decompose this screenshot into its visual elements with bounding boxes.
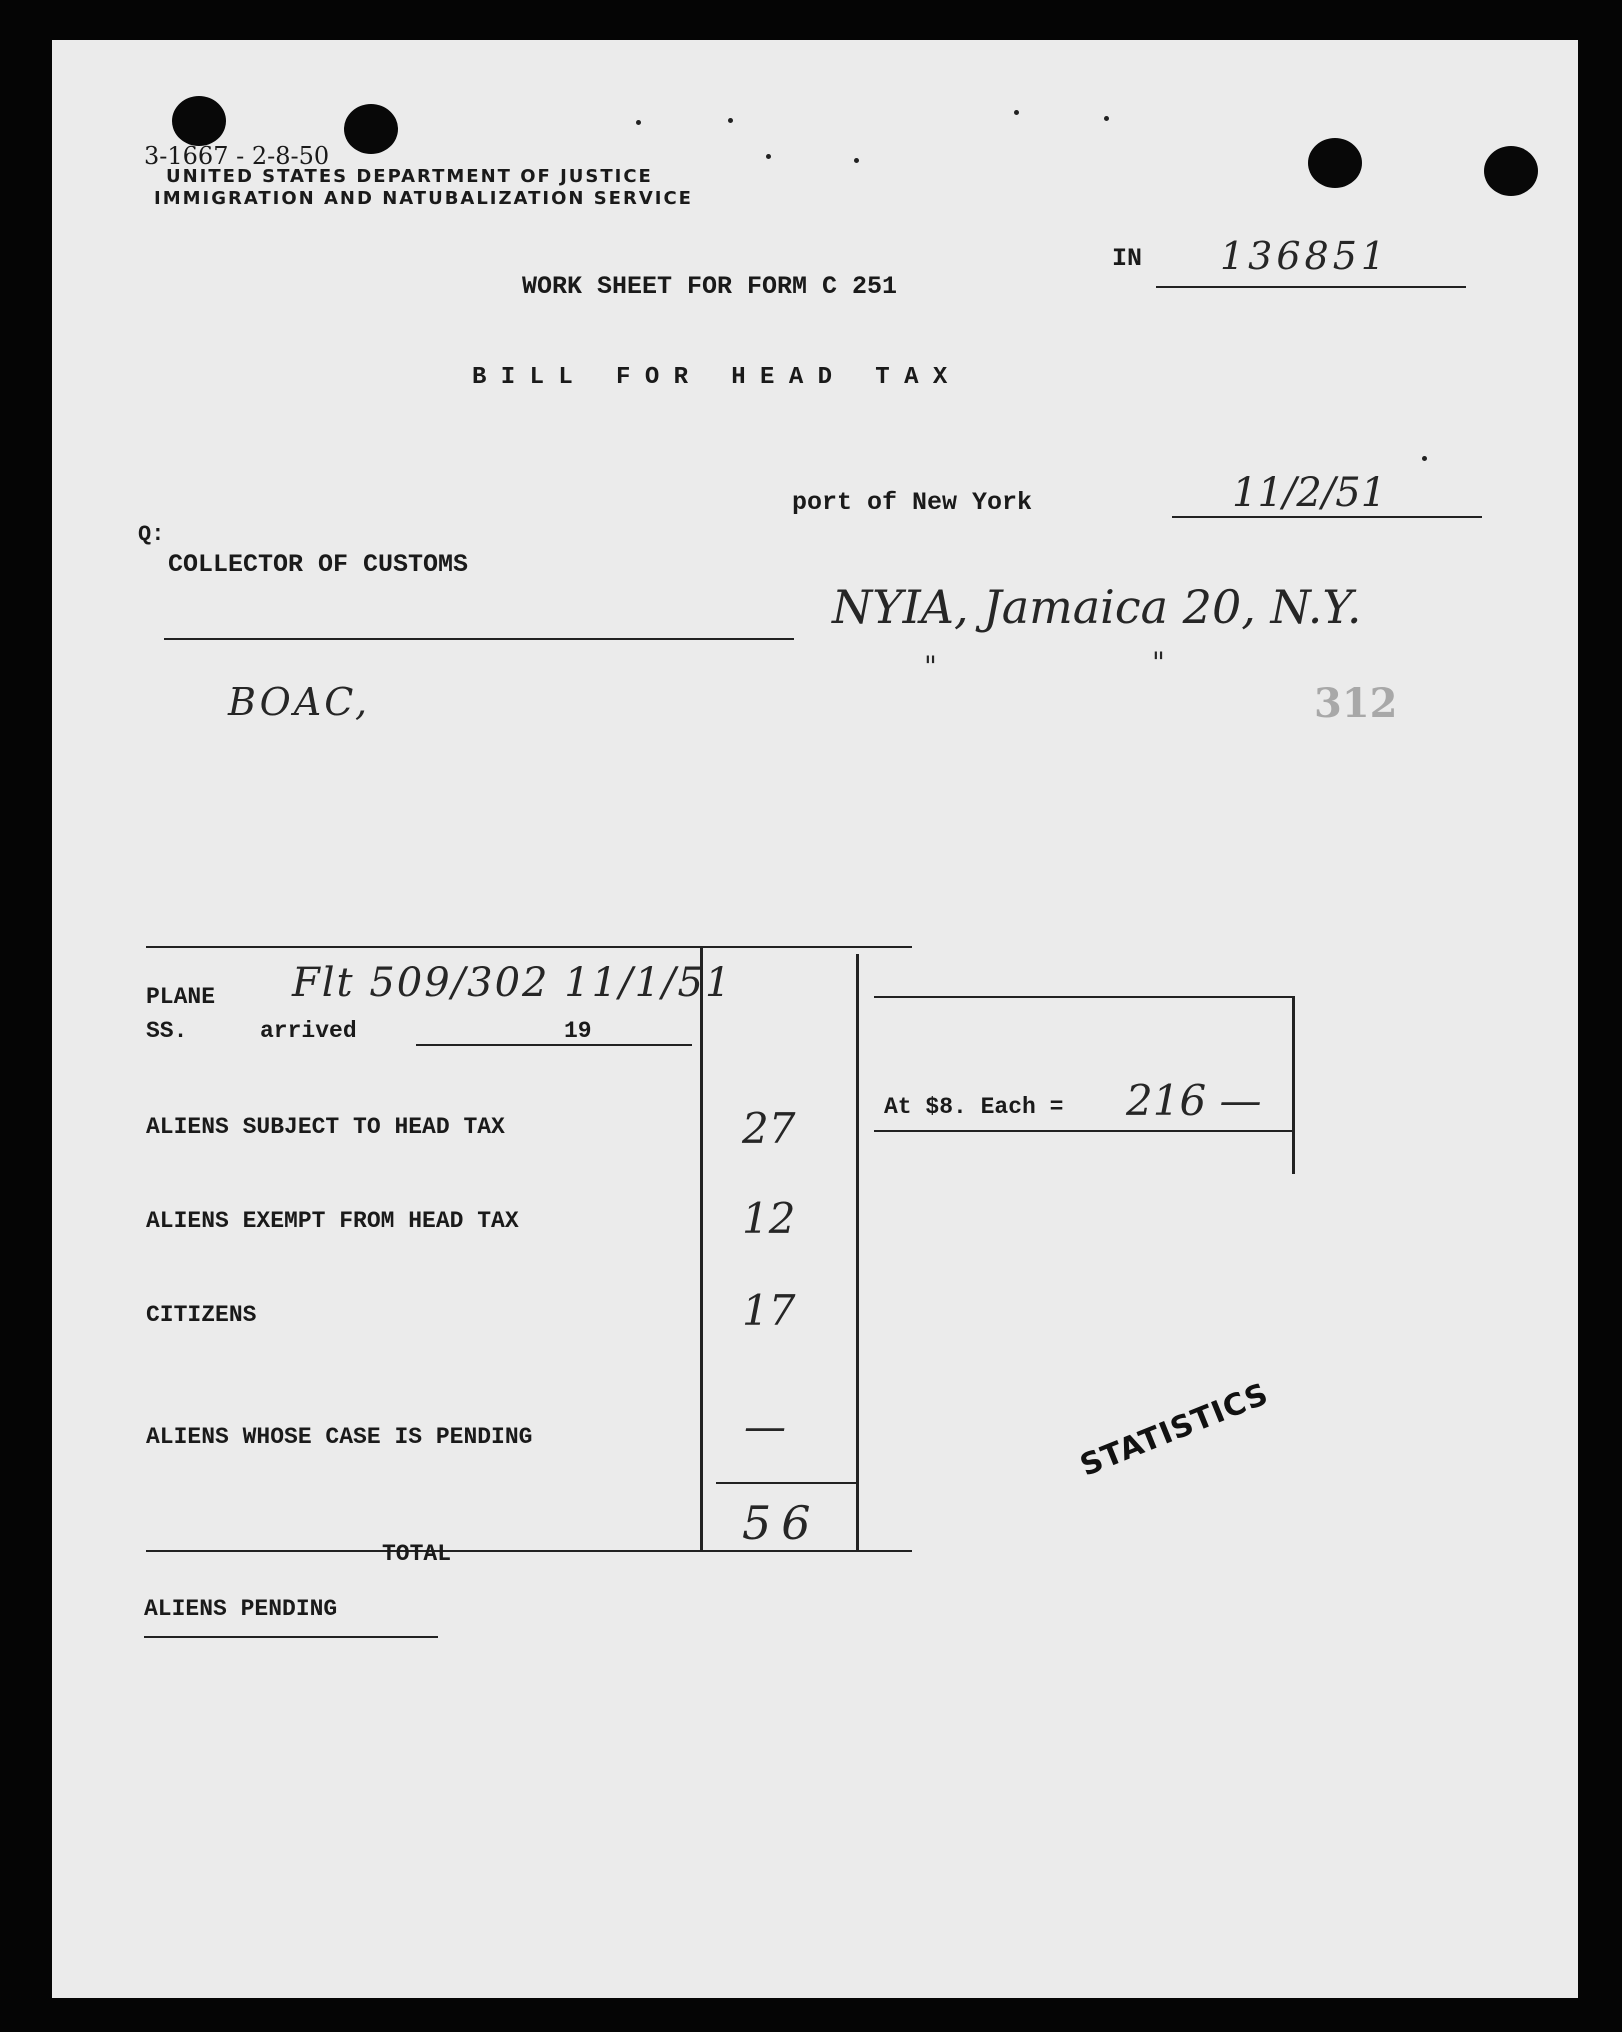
form-reference: 3-1667 - 2-8-50 [144,142,330,170]
port-label: port of New York [792,488,1033,517]
aliens-pending-case-label: ALIENS WHOSE CASE IS PENDING [146,1424,533,1450]
service-name: IMMIGRATION AND NATUBALIZATION SERVICE [154,188,693,209]
worksheet-title: WORK SHEET FOR FORM C 251 [522,272,898,301]
speck [1014,110,1019,115]
ditto-mark-1: " [924,650,937,683]
rate-box-right [1292,996,1295,1174]
to-label: Q: [138,522,165,547]
rate-amount: 216 — [1126,1076,1262,1125]
aliens-subject-value: 27 [742,1104,796,1153]
arrived-underline [416,1044,692,1046]
punch-hole-2 [344,104,398,154]
in-number-underline [1156,286,1466,288]
in-label: IN [1112,244,1143,273]
table-top-border [146,946,912,948]
aliens-pending-label: ALIENS PENDING [144,1596,338,1622]
punch-hole-4 [1484,146,1538,196]
punch-hole-3 [1308,138,1362,188]
date-field: 11/2/51 [1232,470,1387,516]
speck [636,120,641,125]
table-column-divider [700,946,703,1552]
citizens-label: CITIZENS [146,1302,257,1328]
ss-label: SS. [146,1018,188,1044]
aliens-pending-case-value: — [744,1402,786,1451]
flight-handwritten: Flt 509/302 11/1/51 [292,960,733,1006]
speck [1422,456,1427,461]
speck [854,158,859,163]
rate-box-top [874,996,1294,998]
aliens-exempt-value: 12 [742,1194,796,1243]
total-separator [716,1482,856,1484]
rate-label: At $8. Each = [884,1094,1064,1120]
total-label: TOTAL [382,1541,452,1567]
citizens-value: 17 [742,1286,796,1335]
collector-underline [164,638,794,640]
statistics-stamp: STATISTICS [1075,1376,1274,1484]
document-page [52,40,1578,1998]
plane-label: PLANE [146,984,216,1010]
punch-hole-1 [172,96,226,146]
bill-title: B I L L F O R H E A D T A X [472,364,948,391]
year-prefix: 19 [564,1018,592,1044]
department-name: UNITED STATES DEPARTMENT OF JUSTICE [166,166,653,187]
speck [766,154,771,159]
date-underline [1172,516,1482,518]
arrived-label: arrived [260,1018,357,1044]
aliens-subject-label: ALIENS SUBJECT TO HEAD TAX [146,1114,505,1140]
ditto-mark-2: " [1152,646,1165,679]
aliens-pending-underline [144,1636,438,1638]
speck [728,118,733,123]
in-number: 136851 [1220,234,1390,278]
rate-box-bottom [874,1130,1294,1132]
table-bottom-border [146,1550,912,1552]
total-value: 56 [742,1496,821,1550]
stamp-number: 312 [1314,680,1398,727]
aliens-exempt-label: ALIENS EXEMPT FROM HEAD TAX [146,1208,519,1234]
table-right-border [856,954,859,1552]
speck [1104,116,1109,121]
location-handwritten: NYIA, Jamaica 20, N.Y. [832,580,1362,634]
collector-label: COLLECTOR OF CUSTOMS [168,550,469,579]
carrier-handwritten: BOAC, [228,680,371,724]
